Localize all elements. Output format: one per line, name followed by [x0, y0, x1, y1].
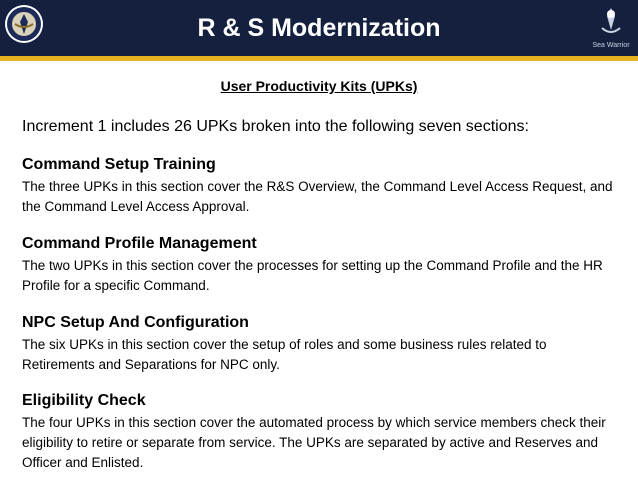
intro-text: Increment 1 includes 26 UPKs broken into the following seven sections: — [22, 118, 529, 135]
section-heading: NPC Setup And Configuration — [22, 314, 249, 331]
page-title: R & S Modernization — [197, 14, 441, 42]
section-body: The two UPKs in this section cover the processes for setting up the Command Profile and the HR Profile for a specific Command. — [22, 258, 603, 293]
sea-warrior-icon — [588, 4, 634, 52]
section-heading: Eligibility Check — [22, 392, 146, 409]
title-banner — [0, 0, 638, 56]
section-heading: Command Profile Management — [22, 235, 257, 252]
section-body: The four UPKs in this section cover the automated process by which service members check their eligibility to retire or separate from service. The UPKs are separated by active and Reserves and Officer and Enlisted. — [22, 415, 606, 470]
slide-subtitle: User Productivity Kits (UPKs) — [220, 78, 418, 94]
accent-rule — [0, 56, 638, 61]
section-body: The six UPKs in this section cover the setup of roles and some business rules related to Retirements and Separations for NPC only. — [22, 337, 547, 372]
section-heading: Command Setup Training — [22, 156, 216, 173]
section-body: The three UPKs in this section cover the R&S Overview, the Command Level Access Request, and the Command Level Access Approval. — [22, 179, 613, 214]
sea-warrior-logo-text: Sea Warrior — [592, 42, 630, 49]
